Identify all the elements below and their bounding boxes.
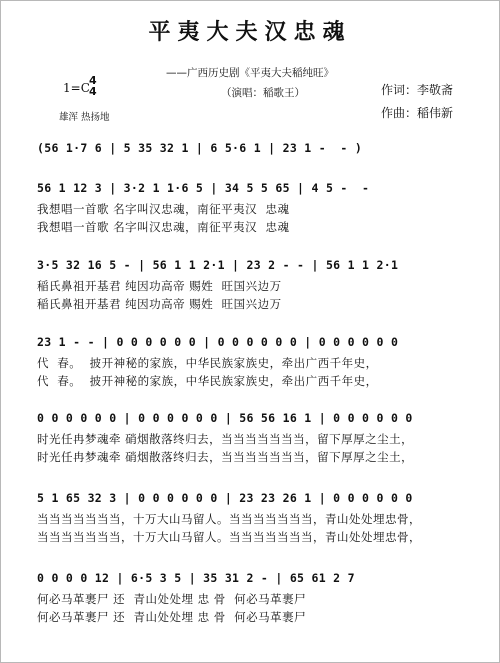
lyric-line: 稲氏鼻祖开基君 纯因功高帝 赐姓 旺国兴边万: [37, 297, 282, 311]
notation-row: 56 1 12 3 | 3·2 1 1·6 5 | 34 5 5 65 | 4 5 - -: [37, 181, 370, 195]
lyric-line: 时光任冉梦魂牵 硝烟散落终归去，当当当当当当当，留下厚厚之尘土，: [37, 450, 414, 464]
lyric-line: 何必马革裹尸 还 青山处处埋 忠 骨 何必马革裹尸: [37, 610, 307, 624]
performer: （演唱：稲歌王）: [221, 87, 305, 99]
notation-row: 0 0 0 0 0 0 | 0 0 0 0 0 0 | 56 56 16 1 | 0 0 0 0 0 0: [37, 411, 413, 425]
lyric-line: 代 春。 披开神秘的家族，中华民族家族史，牵出广西千年史，: [37, 374, 378, 388]
time-signature: [89, 75, 97, 97]
song-title: 平夷大夫汉忠魂: [148, 19, 352, 45]
lyric-line: 我想唱一首歌 名字叫汉忠魂，南征平夷汉 忠魂: [37, 220, 290, 234]
lyric-line: 当当当当当当当，十万大山马留人。当当当当当当当，青山处处埋忠骨，: [37, 512, 421, 526]
lyric-line: 当当当当当当当，十万大山马留人。当当当当当当当，青山处处埋忠骨，: [37, 530, 421, 544]
lyricist: 作词：李敬斋: [381, 83, 454, 97]
subtitle: ——广西历史剧《平夷大夫稲纯旺》: [166, 67, 334, 79]
lyric-line: 稲氏鼻祖开基君 纯因功高帝 赐姓 旺国兴边万: [37, 279, 282, 293]
notation-row: 5 1 65 32 3 | 0 0 0 0 0 0 | 23 23 26 1 | 0 0 0 0 0 0: [37, 491, 413, 505]
composer: 作曲：稲伟新: [381, 106, 454, 120]
lyric-line: 我想唱一首歌 名字叫汉忠魂，南征平夷汉 忠魂: [37, 202, 290, 216]
key-signature: 1=C: [63, 81, 90, 95]
notation-row: (56 1·7 6 | 5 35 32 1 | 6 5·6 1 | 23 1 - - ): [37, 141, 363, 155]
lyric-line: 时光任冉梦魂牵 硝烟散落终归去，当当当当当当当，留下厚厚之尘土，: [37, 432, 414, 446]
lyric-line: 何必马革裹尸 还 青山处处埋 忠 骨 何必马革裹尸: [37, 592, 307, 606]
lyric-line: 代 春。 披开神秘的家族，中华民族家族史，牵出广西千年史，: [37, 356, 378, 370]
time-signature-top: 4: [89, 74, 97, 87]
notation-row: 3·5 32 16 5 - | 56 1 1 2·1 | 23 2 - - | 56 1 1 2·1: [37, 258, 399, 272]
time-signature-bottom: 4: [89, 85, 97, 98]
tempo-note: 雄浑 热扬地: [59, 112, 110, 123]
notation-row: 0 0 0 0 12 | 6·5 3 5 | 35 31 2 - | 65 61 2 7: [37, 571, 355, 585]
notation-row: 23 1 - - | 0 0 0 0 0 0 | 0 0 0 0 0 0 | 0 0 0 0 0 0: [37, 335, 399, 349]
